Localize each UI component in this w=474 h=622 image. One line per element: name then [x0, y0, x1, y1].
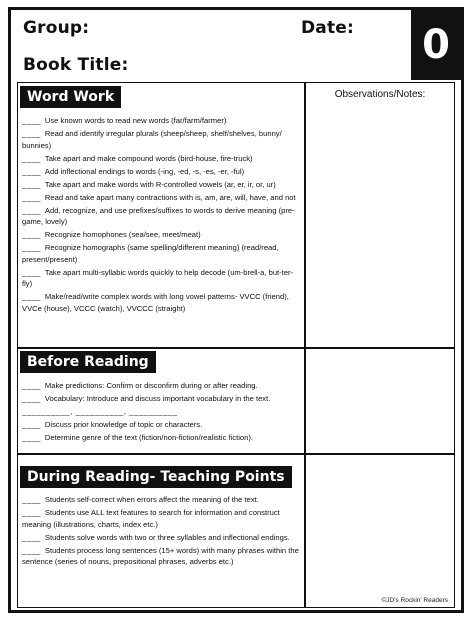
section-divider [18, 347, 454, 349]
book-title-label: Book Title: [23, 55, 129, 75]
list-item: ____ Take apart and make words with R-controlled vowels (ar, er, ir, or, ur) [22, 179, 276, 189]
check-blank[interactable]: ____ [22, 230, 41, 240]
list-item: ____ Recognize homographs (same spelling/different meaning) (read/read, present/present) [22, 243, 279, 264]
check-blank[interactable]: ____ [22, 128, 41, 138]
check-blank[interactable]: ____ [22, 393, 41, 403]
list-item: ____ Read and take apart many contractions with is, am, are, will, have, and not [22, 192, 296, 202]
lesson-plan-sheet [8, 7, 464, 613]
check-blank[interactable]: ____ [22, 153, 41, 163]
observations-title: Observations/Notes: [334, 89, 426, 100]
word-work-title: Word Work [20, 86, 121, 108]
during-reading-list [22, 494, 300, 569]
during-reading-title: During Reading- Teaching Points [20, 466, 292, 488]
content-grid [17, 82, 455, 608]
list-item: ____ Recognize homophones (sea/see, meet/meat) [22, 230, 201, 240]
list-item: ____ Make predictions: Confirm or disconfirm during or after reading. [22, 381, 258, 390]
check-blank[interactable]: ____ [22, 545, 41, 555]
header [11, 10, 461, 80]
check-blank[interactable]: ____ [22, 179, 41, 189]
list-item: ____ Determine genre of the text (fiction/non-fiction/realistic fiction). [22, 432, 253, 442]
list-item: ____ Read and identify irregular plurals (sheep/sheep, shelf/shelves, bunny/ bunnies) [22, 128, 282, 150]
before-reading-title: Before Reading [20, 351, 156, 373]
check-blank[interactable]: ____ [22, 192, 41, 202]
vocabulary-blanks[interactable]: __________, __________, __________ [22, 406, 178, 416]
check-blank[interactable]: ____ [22, 166, 41, 176]
section-divider [18, 453, 454, 455]
list-item: ____ Add inflectional endings to words (-ing, -ed, -s, -es, -er, -ful) [22, 166, 245, 176]
level-badge: 0 [411, 10, 461, 80]
list-item: ____ Use known words to read new words (far/farm/farmer) [22, 116, 227, 125]
check-blank[interactable]: ____ [22, 419, 41, 429]
check-blank[interactable]: ____ [22, 116, 41, 125]
date-label: Date: [301, 18, 355, 38]
list-item: ____ Add, recognize, and use prefixes/suffixes to words to derive meaning (pre-game, lovely) [22, 205, 295, 227]
list-item: ____ Students use ALL text features to search for information and construct meaning (illustrations, charts, index etc.) [22, 507, 280, 529]
word-work-list [22, 115, 300, 316]
column-divider [304, 83, 306, 607]
check-blank[interactable]: ____ [22, 381, 41, 390]
list-item: ____ Students self-correct when errors affect the meaning of the text. [22, 495, 259, 504]
check-blank[interactable]: ____ [22, 267, 41, 277]
list-item: ____ Vocabulary: Introduce and discuss important vocabulary in the text. [22, 393, 271, 403]
list-item: ____ Discuss prior knowledge of topic or characters. [22, 419, 203, 429]
check-blank[interactable]: ____ [22, 532, 41, 542]
list-item: ____ Students process long sentences (15+ words) with many phrases within the sentence (series of nouns, prepositional phrases, adverbs etc.) [22, 545, 299, 567]
group-label: Group: [23, 18, 90, 38]
check-blank[interactable]: ____ [22, 292, 41, 302]
before-reading-list [22, 380, 300, 445]
check-blank[interactable]: ____ [22, 495, 41, 504]
check-blank[interactable]: ____ [22, 507, 41, 517]
list-item: ____ Students solve words with two or three syllables and inflectional endings. [22, 532, 290, 542]
list-item: ____ Take apart multi-syllabic words quickly to help decode (um-brell-a, but-ter-fly) [22, 267, 294, 289]
list-item: ____ Take apart and make compound words (bird-house, fire-truck) [22, 153, 253, 163]
copyright-footer: ©JD's Rockin' Readers [381, 597, 448, 604]
check-blank[interactable]: ____ [22, 243, 41, 253]
check-blank[interactable]: ____ [22, 205, 41, 215]
list-item: ____ Make/read/write complex words with long vowel patterns- VVCC (friend), VVCe (house), VCCC (watch), VVCCC (straight) [22, 292, 289, 313]
check-blank[interactable]: ____ [22, 432, 41, 442]
